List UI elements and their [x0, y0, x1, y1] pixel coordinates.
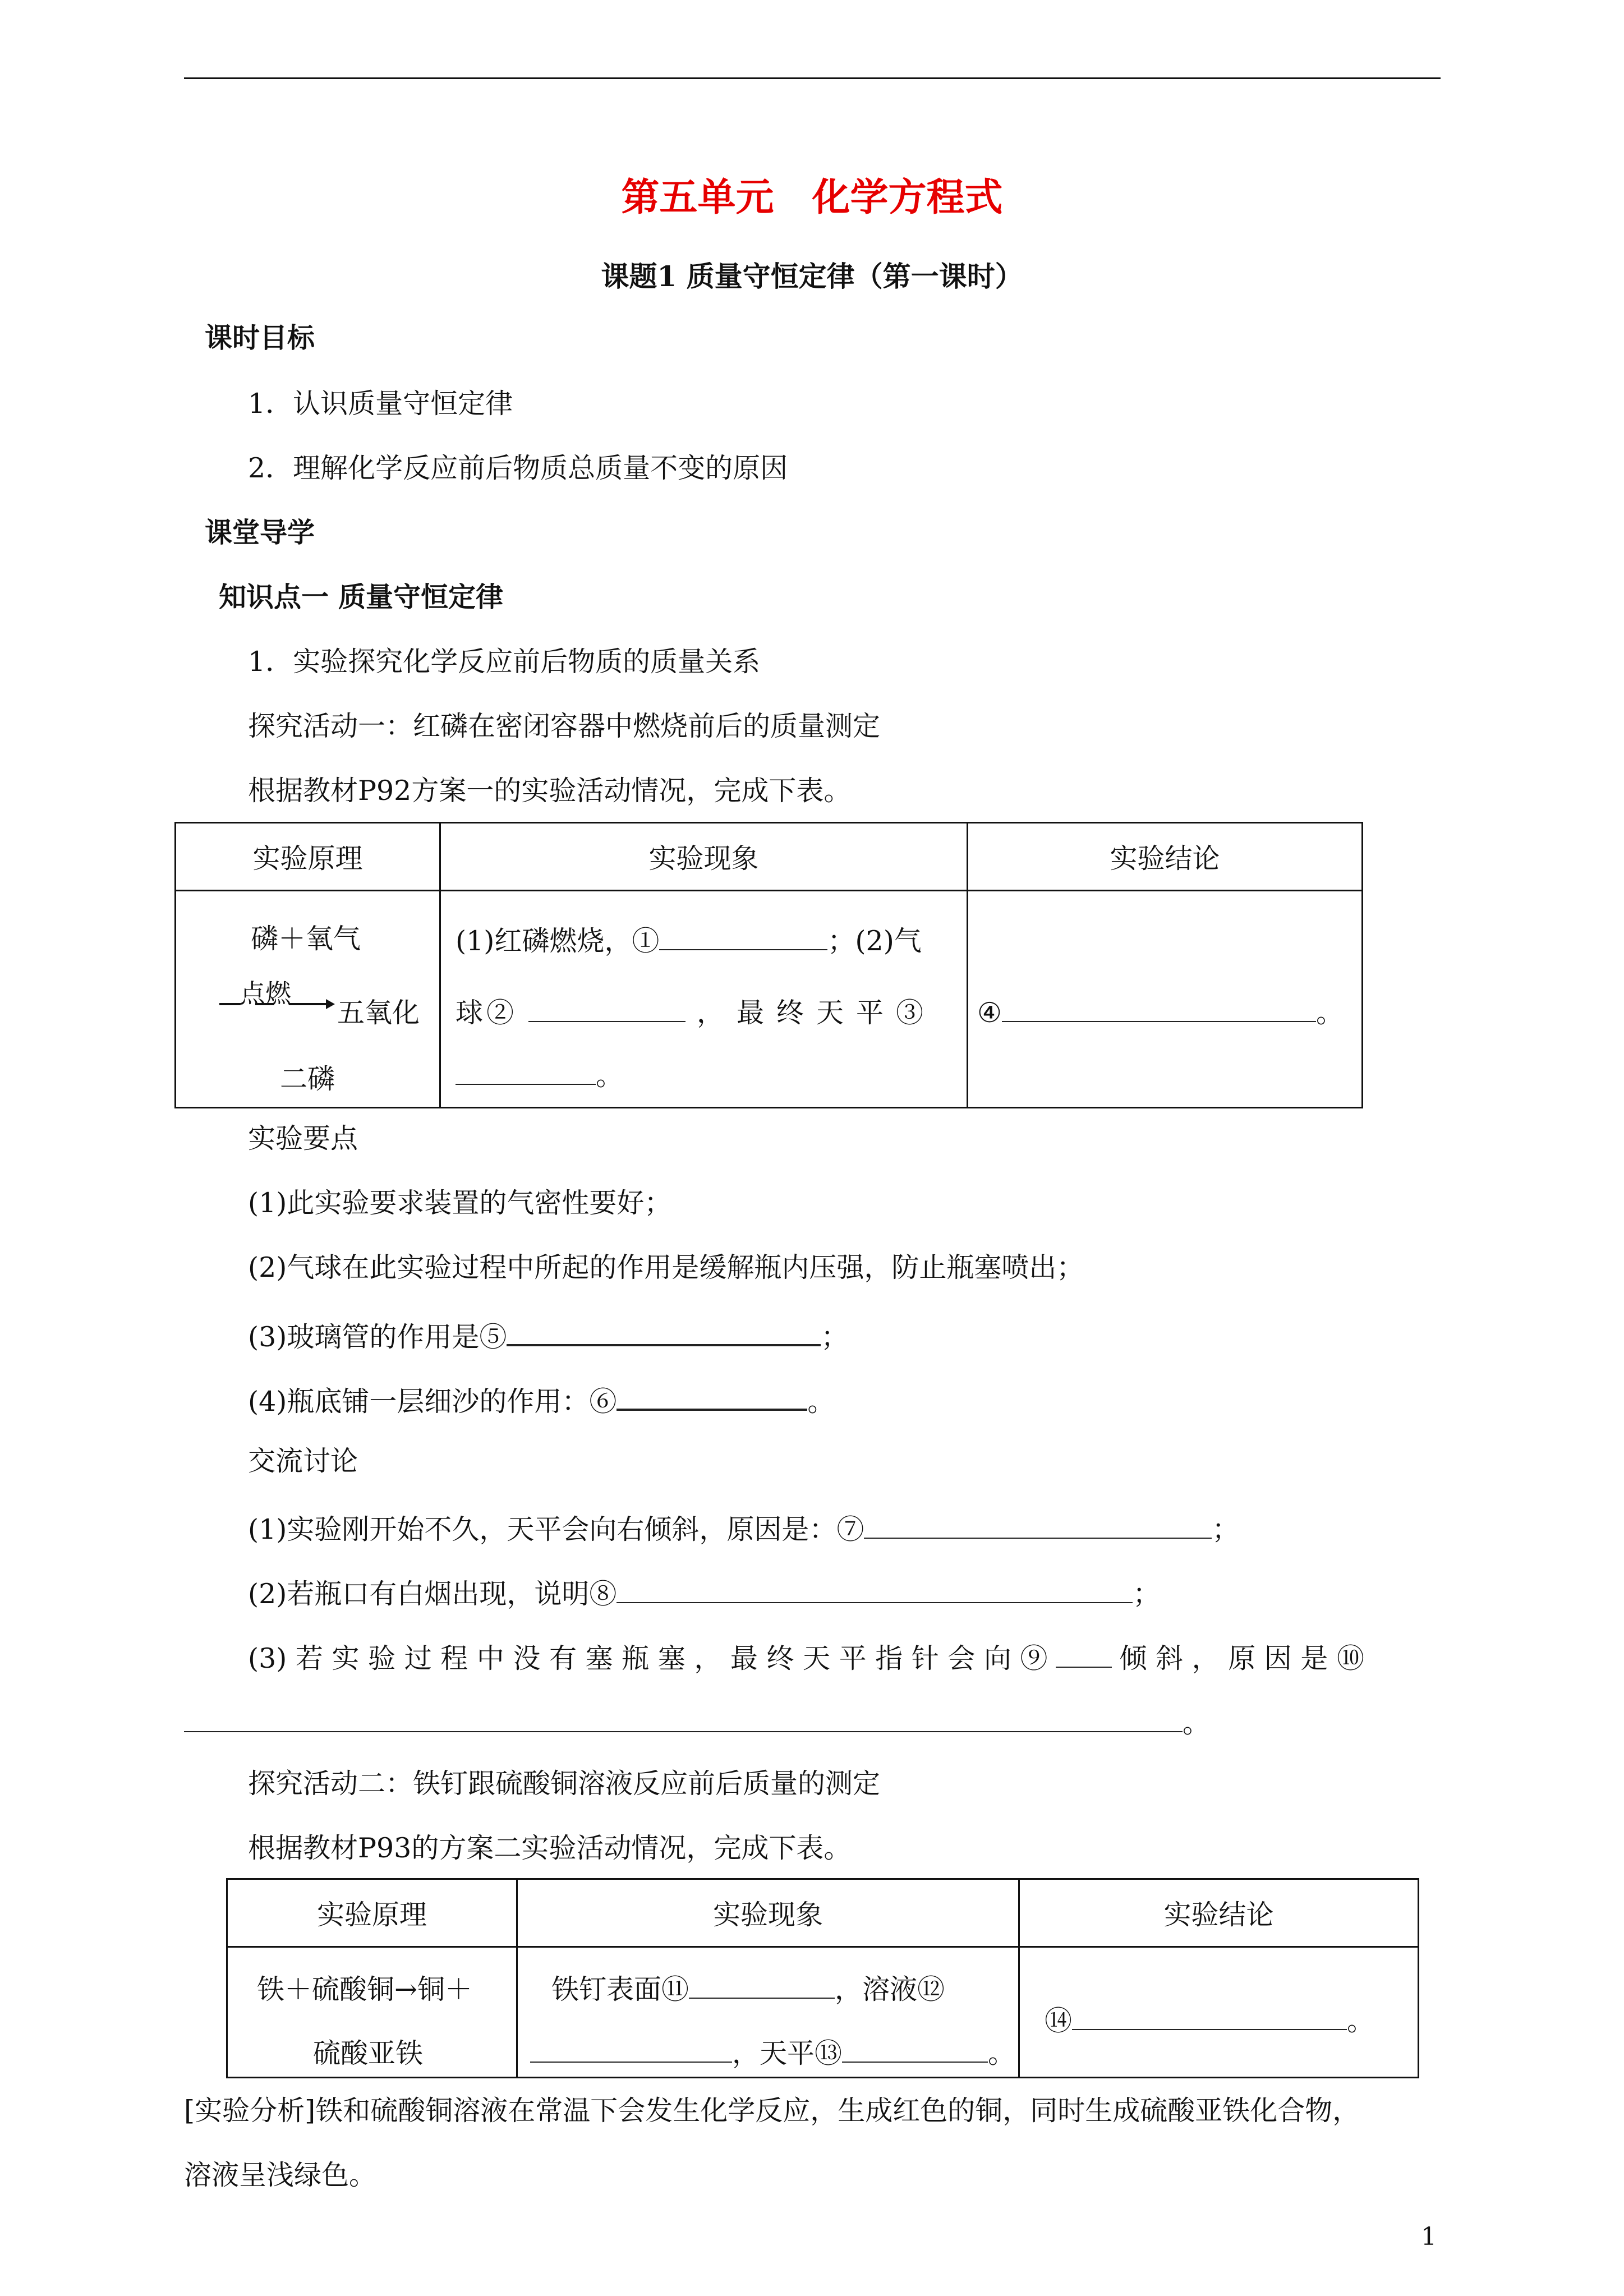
principle-condition: 点燃 — [240, 978, 291, 1009]
phenomenon2-text-1: 铁钉表面⑪ — [551, 1973, 689, 2005]
guide-item-1: 1．实验探究化学反应前后物质的质量关系 — [248, 646, 761, 678]
principle-product: 五氧化 — [337, 997, 420, 1029]
key-point-4: (4)瓶底铺一层细沙的作用：⑥ — [248, 1386, 617, 1418]
discussion-2-end: ； — [1133, 1578, 1161, 1610]
discussion-2: (2)若瓶口有白烟出现，说明⑧ — [248, 1578, 617, 1610]
discussion-1: (1)实验刚开始不久，天平会向右倾斜，原因是：⑦ — [248, 1513, 864, 1545]
principle-product-cont: 二磷 — [280, 1063, 335, 1095]
table2-principle-cell — [227, 1947, 517, 2078]
key-point-2: (2)气球在此实验过程中所起的作用是缓解瓶内压强，防止瓶塞喷出； — [248, 1251, 1084, 1283]
table1-phenomenon-cell — [440, 891, 968, 1108]
principle-reactants: 磷＋氧气 — [251, 923, 361, 955]
goal-item-2: 2．理解化学反应前后物质总质量不变的原因 — [248, 452, 788, 484]
key-point-1: (1)此实验要求装置的气密性要好； — [248, 1187, 672, 1219]
blank-14[interactable] — [1072, 2003, 1347, 2030]
activity-1-title: 探究活动一：红磷在密闭容器中燃烧前后的质量测定 — [248, 710, 881, 742]
conclusion-end-1: 。 — [1315, 997, 1344, 1029]
blank-7[interactable] — [864, 1512, 1212, 1539]
goal-item-1: 1．认识质量守恒定律 — [248, 388, 513, 420]
conclusion-number-4: ④ — [977, 997, 1002, 1029]
blank-4[interactable] — [1002, 995, 1316, 1022]
phenomenon-text-1: (1)红磷燃烧，① — [456, 925, 660, 957]
discussion-3-end: 。 — [1183, 1707, 1211, 1739]
discussion-3: (3) 若 实 验 过 程 中 没 有 塞 瓶 塞 ， 最 终 天 平 指 针 会 向 ⑨ — [248, 1642, 1048, 1674]
discussion-1-end: ； — [1212, 1513, 1240, 1545]
principle2-line2: 硫酸亚铁 — [313, 2037, 424, 2069]
phenomenon2-text-2: ，溶液⑫ — [835, 1973, 945, 2005]
discussion-heading: 交流讨论 — [248, 1445, 358, 1477]
header-rule — [184, 77, 1441, 79]
phenomenon2-text-4: 。 — [988, 2037, 1016, 2069]
activity-2-instruction: 根据教材P93的方案二实验活动情况，完成下表。 — [248, 1832, 852, 1864]
phenomenon-text-3: 球② — [456, 997, 518, 1029]
blank-9[interactable] — [1056, 1641, 1112, 1668]
table2-header-conclusion: 实验结论 — [1019, 1879, 1419, 1947]
phenomenon-text-4: ，最终天平③ — [697, 997, 936, 1029]
key-points-heading: 实验要点 — [248, 1122, 358, 1154]
blank-11[interactable] — [689, 1972, 835, 1999]
table1-header-conclusion: 实验结论 — [968, 823, 1363, 891]
page-number: 1 — [1421, 2223, 1437, 2251]
lesson-title: 课题1 质量守恒定律（第一课时） — [601, 260, 1023, 293]
table1-header-principle: 实验原理 — [176, 823, 440, 891]
key-point-3: (3)玻璃管的作用是⑤ — [248, 1321, 507, 1353]
guide-heading: 课堂导学 — [205, 516, 315, 549]
blank-6[interactable] — [617, 1383, 807, 1411]
blank-10[interactable] — [184, 1705, 1183, 1732]
conclusion-end-2: 。 — [1347, 2005, 1375, 2037]
phenomenon2-text-3: ，天平⑬ — [732, 2037, 843, 2069]
experiment-table-1 — [174, 822, 1363, 1108]
key-point-3-end: ； — [821, 1321, 849, 1353]
table2-header-phenomenon: 实验现象 — [517, 1879, 1019, 1947]
conclusion-number-14: ⑭ — [1045, 2005, 1073, 2037]
blank-8[interactable] — [617, 1576, 1133, 1603]
analysis-line-1: [实验分析]铁和硫酸铜溶液在常温下会发生化学反应，生成红色的铜，同时生成硫酸亚铁化合物， — [184, 2095, 1360, 2127]
blank-2[interactable] — [528, 995, 686, 1022]
key-point-4-end: 。 — [807, 1386, 835, 1418]
blank-12[interactable] — [530, 2036, 732, 2063]
blank-3[interactable] — [456, 1058, 596, 1085]
analysis-line-2: 溶液呈浅绿色。 — [184, 2159, 377, 2191]
table1-conclusion-cell — [968, 891, 1363, 1108]
phenomenon-text-2: ；(2)气 — [827, 925, 922, 957]
discussion-3-b: 倾 斜 ， 原 因 是 ⑩ — [1119, 1642, 1364, 1674]
blank-1[interactable] — [659, 923, 827, 950]
reaction-arrow-icon — [218, 996, 336, 1013]
table2-phenomenon-cell — [517, 1947, 1019, 2078]
principle2-line1: 铁＋硫酸铜→铜＋ — [257, 1973, 473, 2005]
table2-conclusion-cell — [1019, 1947, 1419, 2078]
phenomenon-text-5: 。 — [596, 1060, 624, 1092]
table1-principle-cell — [176, 891, 440, 1108]
activity-2-title: 探究活动二：铁钉跟硫酸铜溶液反应前后质量的测定 — [248, 1768, 881, 1800]
knowledge-point: 知识点一 质量守恒定律 — [219, 581, 504, 613]
unit-title: 第五单元 化学方程式 — [621, 175, 1003, 220]
experiment-table-2 — [226, 1878, 1419, 2078]
activity-1-instruction: 根据教材P92方案一的实验活动情况，完成下表。 — [248, 775, 852, 807]
blank-13[interactable] — [842, 2036, 988, 2063]
goals-heading: 课时目标 — [205, 321, 315, 354]
blank-5[interactable] — [507, 1318, 821, 1346]
table1-header-phenomenon: 实验现象 — [440, 823, 968, 891]
table2-header-principle: 实验原理 — [227, 1879, 517, 1947]
